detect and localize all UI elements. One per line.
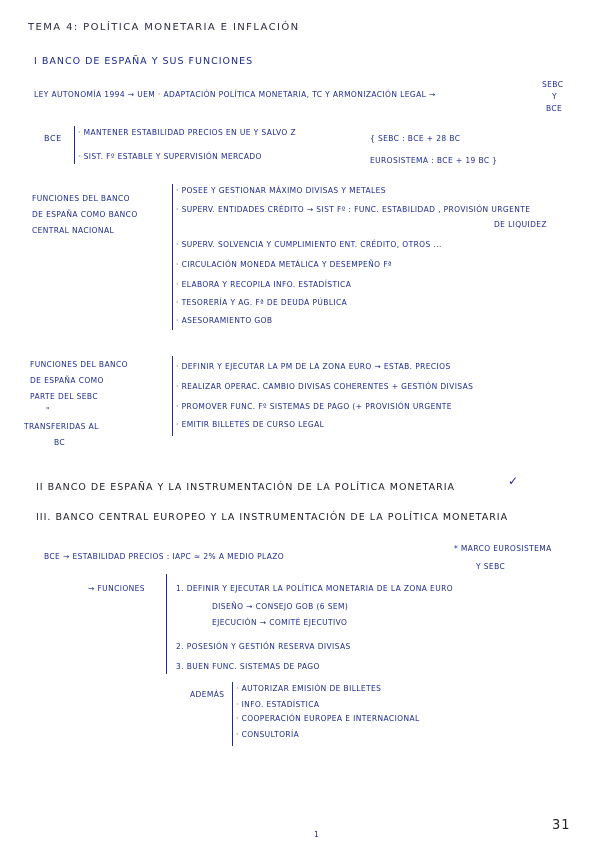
ademas-item-3: · COOPERACIÓN EUROPEA E INTERNACIONAL	[236, 714, 420, 723]
ademas-item-1: · AUTORIZAR EMISIÓN DE BILLETES	[236, 684, 382, 693]
sebc-item-2: · REALIZAR OPERAC. CAMBIO DIVISAS COHERENTES + GESTIÓN DIVISAS	[176, 382, 474, 391]
bce-funciones-brace	[166, 574, 167, 674]
sebc-label-3: PARTE DEL SEBC	[30, 392, 98, 401]
funciones-item-1: · POSEE Y GESTIONAR MÁXIMO DIVISAS Y METALES	[176, 186, 386, 195]
bce-item-1: · MANTENER ESTABILIDAD PRECIOS EN UE Y SALVO Z	[78, 128, 297, 137]
section-2-heading: II BANCO DE ESPAÑA Y LA INSTRUMENTACIÓN DE LA POLÍTICA MONETARIA	[36, 482, 456, 493]
sebc-label: SEBC	[542, 80, 564, 89]
footer-dot: 1	[314, 830, 320, 839]
bce-item-2: · SIST. Fº ESTABLE Y SUPERVISIÓN MERCADO	[78, 152, 262, 161]
funciones-label-1: FUNCIONES DEL BANCO	[32, 194, 130, 203]
page-number: 31	[552, 818, 571, 833]
funciones-item-2: · SUPERV. ENTIDADES CRÉDITO → SIST Fº : FUNC. ESTABILIDAD , PROVISIÓN URGENTE	[176, 205, 531, 214]
ademas-label: ADEMÁS	[190, 690, 225, 699]
marco-label: * MARCO EUROSISTEMA	[454, 544, 552, 553]
sebc-label-1: FUNCIONES DEL BANCO	[30, 360, 128, 369]
sebc-label-6: BC	[54, 438, 66, 447]
sebc-brace	[172, 356, 173, 436]
funciones-item-2b: DE LIQUIDEZ	[494, 220, 547, 229]
bce-stability-line: BCE → ESTABILIDAD PRECIOS : IAPC ≈ 2% A MEDIO PLAZO	[44, 552, 285, 561]
sebc-label-4: "	[46, 406, 50, 415]
funciones-brace	[172, 184, 173, 330]
funciones-label-3: CENTRAL NACIONAL	[32, 226, 115, 235]
ademas-item-2: · INFO. ESTADÍSTICA	[236, 700, 320, 709]
diseno-line: DISEÑO → CONSEJO GOB (6 SEM)	[212, 602, 349, 611]
funciones-label-2: DE ESPAÑA COMO BANCO	[32, 210, 138, 219]
funciones-item-7: · ASESORAMIENTO GOB	[176, 316, 273, 325]
bce-funciones-label: → FUNCIONES	[88, 584, 145, 593]
ademas-brace	[232, 682, 233, 746]
bce-funcion-3: 3. BUEN FUNC. SISTEMAS DE PAGO	[176, 662, 320, 671]
page-title: TEMA 4: POLÍTICA MONETARIA E INFLACIÓN	[28, 22, 300, 33]
sebc-item-4: · EMITIR BILLETES DE CURSO LEGAL	[176, 420, 325, 429]
funciones-item-6: · TESORERÍA Y AG. Fª DE DEUDA PÚBLICA	[176, 298, 348, 307]
bce-label: BCE	[44, 134, 62, 143]
section-3-heading: III. BANCO CENTRAL EUROPEO Y LA INSTRUMENTACIÓN DE LA POLÍTICA MONETARIA	[36, 512, 509, 523]
check-mark: ✓	[508, 474, 519, 488]
bce-funcion-2: 2. POSESIÓN Y GESTIÓN RESERVA DIVISAS	[176, 642, 351, 651]
ley-line: LEY AUTONOMÍA 1994 → UEM · ADAPTACIÓN POLÍTICA MONETARIA, TC Y ARMONIZACIÓN LEGAL →	[34, 90, 436, 99]
funciones-item-5: · ELABORA Y RECOPILA INFO. ESTADÍSTICA	[176, 280, 352, 289]
marco-label-2: Y SEBC	[476, 562, 506, 571]
funciones-item-3: · SUPERV. SOLVENCIA Y CUMPLIMIENTO ENT. CRÉDITO, OTROS ...	[176, 240, 442, 249]
eurosistema-equation: EUROSISTEMA : BCE + 19 BC }	[370, 156, 498, 165]
ejecucion-line: EJECUCIÓN → COMITÉ EJECUTIVO	[212, 618, 348, 627]
sebc-label-5: TRANSFERIDAS AL	[24, 422, 99, 431]
sebc-item-3: · PROMOVER FUNC. Fº SISTEMAS DE PAGO (+ PROVISIÓN URGENTE	[176, 402, 452, 411]
bce-funcion-1: 1. DEFINIR Y EJECUTAR LA POLÍTICA MONETARIA DE LA ZONA EURO	[176, 584, 453, 593]
sebc-item-1: · DEFINIR Y EJECUTAR LA PM DE LA ZONA EURO → ESTAB. PRECIOS	[176, 362, 451, 371]
section-1-heading: I BANCO DE ESPAÑA Y SUS FUNCIONES	[34, 56, 254, 67]
bce-brace	[74, 126, 75, 164]
ademas-item-4: · CONSULTORÍA	[236, 730, 300, 739]
bce-side-label: BCE	[546, 104, 563, 113]
sebc-equation: { SEBC : BCE + 28 BC	[370, 134, 461, 143]
y-label: Y	[552, 92, 557, 101]
funciones-item-4: · CIRCULACIÓN MONEDA METÁLICA Y DESEMPEÑO Fª	[176, 260, 392, 269]
sebc-label-2: DE ESPAÑA COMO	[30, 376, 104, 385]
